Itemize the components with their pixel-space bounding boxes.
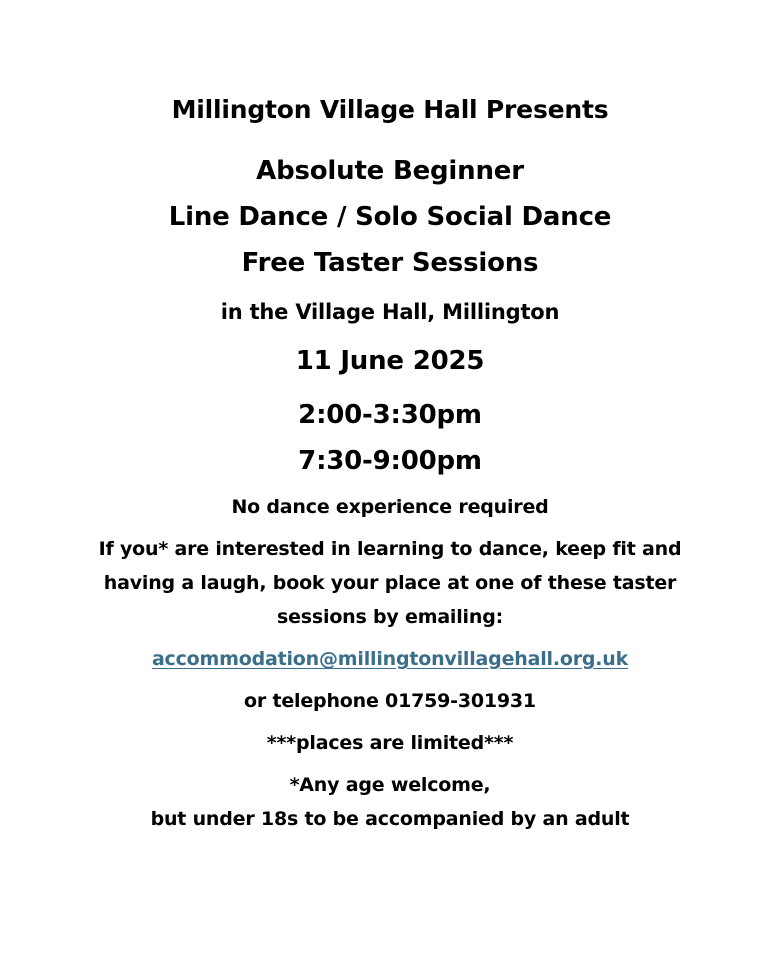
venue-text: in the Village Hall, Millington <box>220 300 560 324</box>
session-time-afternoon: 2:00-3:30pm <box>298 400 482 430</box>
body-text-line-3: sessions by emailing: <box>277 606 503 628</box>
email-link[interactable]: accommodation@millingtonvillagehall.org.uk <box>151 648 629 670</box>
title-line-3: Free Taster Sessions <box>241 248 539 278</box>
event-date: 11 June 2025 <box>295 346 485 376</box>
age-welcome-note: *Any age welcome, <box>289 774 491 796</box>
under-18-note: but under 18s to be accompanied by an adult <box>150 808 630 830</box>
body-text-line-2: having a laugh, book your place at one of these taster <box>103 572 677 594</box>
session-time-evening: 7:30-9:00pm <box>298 446 482 476</box>
title-line-2: Line Dance / Solo Social Dance <box>168 202 612 232</box>
email-line <box>0 650 780 669</box>
title-line-1: Absolute Beginner <box>256 156 524 186</box>
places-limited-note: ***places are limited*** <box>266 732 514 754</box>
no-experience-note: No dance experience required <box>231 496 549 518</box>
body-text-line-1: If you* are interested in learning to dance, keep fit and <box>98 538 682 560</box>
phone-text: or telephone 01759-301931 <box>244 690 536 712</box>
presents-heading: Millington Village Hall Presents <box>171 95 609 124</box>
